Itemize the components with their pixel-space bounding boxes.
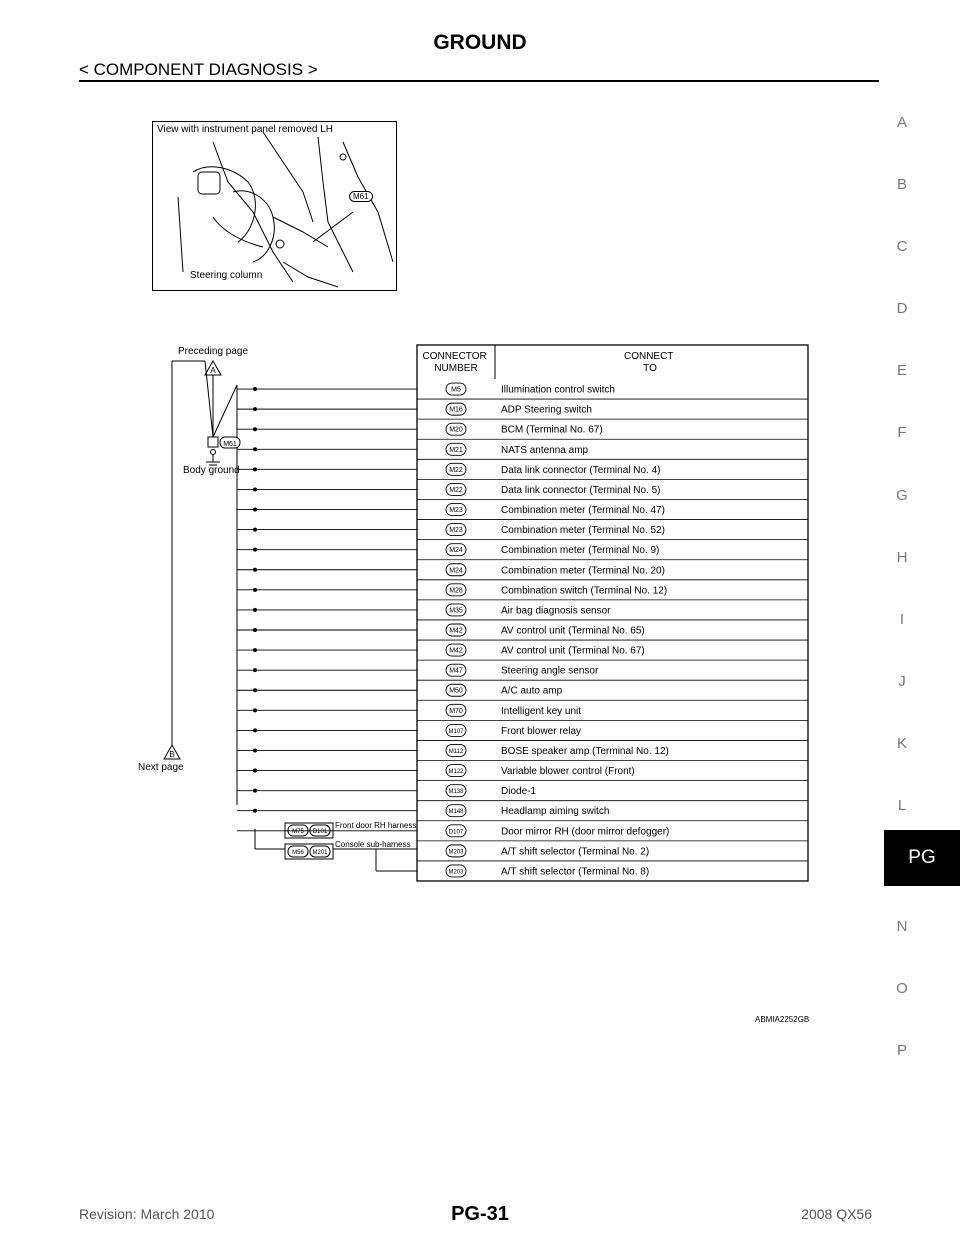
side-index-b[interactable]: B <box>896 176 907 193</box>
connector-number: M35 <box>449 607 463 615</box>
connect-to-label: Combination meter (Terminal No. 52) <box>501 525 665 537</box>
connector-number: M24 <box>449 567 463 575</box>
connector-number: D107 <box>448 829 464 836</box>
side-index-a[interactable]: A <box>896 114 907 131</box>
ground-eyelet <box>211 450 216 455</box>
connect-to-label: AV control unit (Terminal No. 67) <box>501 645 645 657</box>
col-connect-to-header <box>624 351 676 374</box>
connect-to-label: Door mirror RH (door mirror defogger) <box>501 826 670 838</box>
connect-to-label: A/C auto amp <box>501 685 563 697</box>
connect-to-label: Data link connector (Terminal No. 5) <box>501 484 661 496</box>
connector-number: M107 <box>448 728 464 735</box>
connector-number: M203 <box>448 849 464 856</box>
page-title: GROUND <box>433 31 527 54</box>
connect-to-label: Data link connector (Terminal No. 4) <box>501 464 661 476</box>
active-section-tab[interactable]: PG <box>884 830 960 886</box>
side-index-p[interactable]: P <box>896 1042 907 1059</box>
side-index-d[interactable]: D <box>896 300 908 317</box>
connector-number: M138 <box>448 789 464 796</box>
side-index-i[interactable]: I <box>899 611 905 628</box>
connector-number: M28 <box>449 587 463 595</box>
connect-to-label: A/T shift selector (Terminal No. 2) <box>501 846 650 858</box>
connector-number: M50 <box>449 687 463 695</box>
col-connector-header <box>422 351 489 374</box>
connect-to-label: Front blower relay <box>501 725 582 737</box>
connect-to-label: NATS antenna amp <box>501 444 589 456</box>
connect-to-label: Headlamp aiming switch <box>501 806 610 818</box>
connect-to-label: Illumination control switch <box>501 384 615 396</box>
connect-to-label: Combination meter (Terminal No. 9) <box>501 545 660 557</box>
side-index-h[interactable]: H <box>896 549 908 566</box>
side-index-o[interactable]: O <box>896 980 908 997</box>
figure-caption: View with instrument panel removed LH <box>157 124 334 135</box>
side-index-j[interactable]: J <box>898 673 906 690</box>
connector-number: M122 <box>448 769 464 776</box>
connector-number: M16 <box>449 406 463 414</box>
side-index-c[interactable]: C <box>896 238 908 255</box>
harness2-label: Console sub-harness <box>335 840 411 849</box>
bus-diag-wire <box>213 385 237 437</box>
connect-to-label: Combination meter (Terminal No. 20) <box>501 565 665 577</box>
connector-number: M47 <box>449 667 463 675</box>
connector-number: M203 <box>448 869 464 876</box>
ground-connector-text: M61 <box>223 441 237 448</box>
connector-number: M42 <box>449 627 463 635</box>
ground-terminal <box>208 437 218 447</box>
connector-number: M70 <box>449 707 463 715</box>
steering-column-label: Steering column <box>190 270 263 281</box>
connect-to-label: BCM (Terminal No. 67) <box>501 424 603 436</box>
harness2-left-text: M56 <box>292 850 304 856</box>
connector-tag-m61: M61 <box>349 191 373 202</box>
connect-to-label: ADP Steering switch <box>501 404 592 416</box>
connector-rows <box>237 383 808 877</box>
col-connector-line1: CONNECTOR <box>422 351 487 362</box>
body-ground-label: Body ground <box>183 465 240 476</box>
connector-number: M22 <box>449 486 463 494</box>
connect-to-label: BOSE speaker amp (Terminal No. 12) <box>501 745 669 757</box>
connector-number: M24 <box>449 547 463 555</box>
harness2-right-text: M201 <box>312 850 328 856</box>
side-index-n[interactable]: N <box>896 918 908 935</box>
connector-number: M22 <box>449 466 463 474</box>
harness1-left-text: M75 <box>292 829 304 835</box>
point-a-label: A <box>210 366 216 375</box>
connect-to-label: Combination meter (Terminal No. 47) <box>501 505 665 517</box>
figure-id: ABMIA2252GB <box>755 1015 810 1024</box>
connect-to-label: AV control unit (Terminal No. 65) <box>501 625 645 637</box>
col-connect-to-line1: CONNECT <box>623 351 674 362</box>
connect-to-label: Air bag diagnosis sensor <box>501 605 611 617</box>
footer-page-number: PG-31 <box>451 1203 509 1225</box>
connect-to-label: A/T shift selector (Terminal No. 8) <box>501 866 650 878</box>
connect-to-label: Variable blower control (Front) <box>501 766 635 778</box>
next-page-label: Next page <box>138 762 184 773</box>
connect-to-label: Intelligent key unit <box>501 705 582 717</box>
side-index-k[interactable]: K <box>896 735 907 752</box>
connector-number: M112 <box>448 748 464 755</box>
footer-revision: Revision: March 2010 <box>79 1206 215 1222</box>
footer-model: 2008 QX56 <box>801 1206 872 1222</box>
col-connect-to-line2: TO <box>643 363 657 374</box>
harness1-right-text: D101 <box>312 829 328 835</box>
connect-to-label: Diode-1 <box>501 786 537 798</box>
section-title: < COMPONENT DIAGNOSIS > <box>79 60 318 79</box>
col-connector-line2: NUMBER <box>434 363 478 374</box>
point-b-label: B <box>169 750 175 759</box>
connect-to-label: Combination switch (Terminal No. 12) <box>501 585 668 597</box>
connector-number: M5 <box>451 386 461 394</box>
side-index-g[interactable]: G <box>896 487 908 504</box>
connector-number: M23 <box>449 507 463 515</box>
connector-number: M21 <box>449 446 463 454</box>
harness1-label: Front door RH harness <box>335 821 417 830</box>
side-index-l[interactable]: L <box>897 797 907 814</box>
side-index-e[interactable]: E <box>896 362 907 379</box>
preceding-page-label: Preceding page <box>178 346 249 357</box>
connector-number: M42 <box>449 647 463 655</box>
side-index-f[interactable]: F <box>897 424 907 441</box>
connector-number: M23 <box>449 527 463 535</box>
connector-number: M20 <box>449 426 463 434</box>
connect-to-label: Steering angle sensor <box>501 665 599 677</box>
connector-number: M148 <box>448 809 464 816</box>
